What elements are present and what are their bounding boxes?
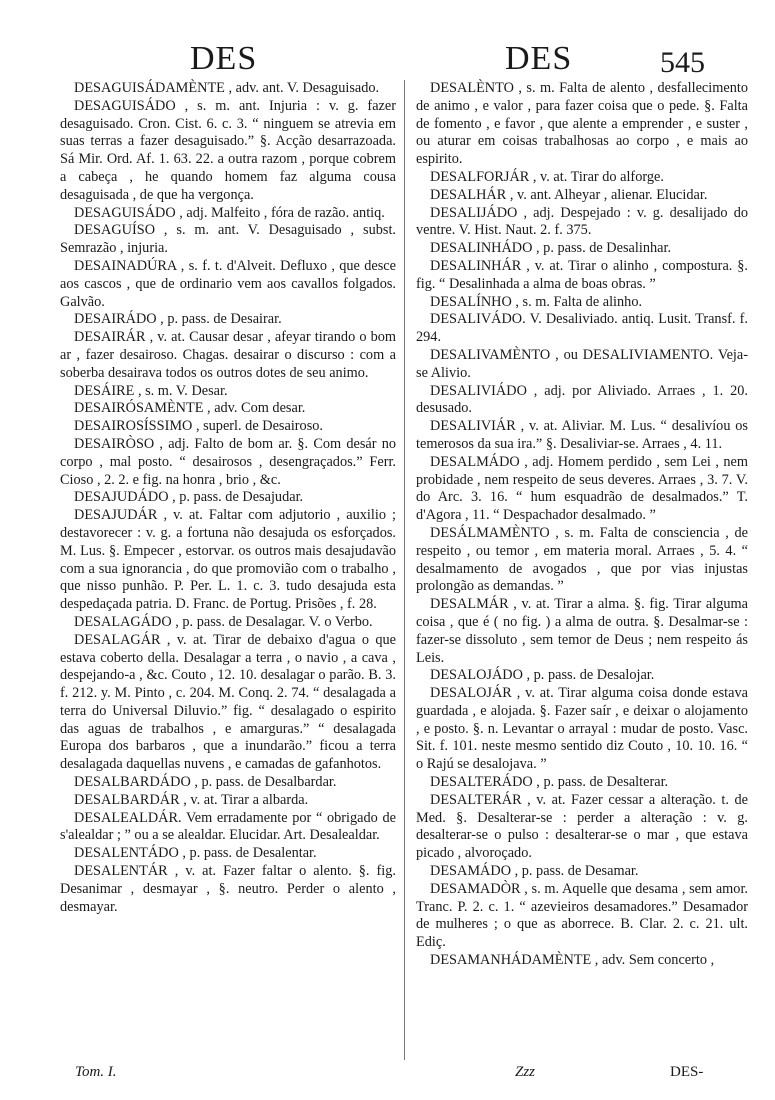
dictionary-entry: DESALHÁR , v. ant. Alheyar , alienar. Elucidar.: [430, 186, 708, 203]
column-divider: [404, 80, 405, 1060]
catchword: DES-: [670, 1064, 704, 1080]
dictionary-entry: DESALENTÁR , v. at. Fazer faltar o alento. §. fig. Desanimar , desmayar , §. neutro. Perder o alento , desmayar.: [60, 863, 396, 915]
dictionary-entry: DESAJUDÁDO , p. pass. de Desajudar.: [74, 489, 304, 506]
dictionary-entry: DESALTERÁDO , p. pass. de Desalterar.: [430, 774, 669, 791]
page-number: 545: [660, 46, 705, 79]
dictionary-entry: DESALIVIÁR , v. at. Aliviar. M. Lus. “ desalivíou os temerosos da sua ira.” §. Desaliviar-se. Arraes , 4. 11.: [416, 418, 748, 452]
dictionary-entry: DESAGUISÁDO , adj. Malfeito , fóra de razão. antiq.: [74, 204, 385, 221]
dictionary-entry: DESALMÁR , v. at. Tirar a alma. §. fig. Tirar alguma coisa , que é ( no fig. ) a alma de outra. §. Desalmar-se : fazer-se dissoluto , sem temor de Deus ; nem respeito ás Leis.: [416, 596, 748, 666]
dictionary-entry: DESAINADÚRA , s. f. t. d'Alveit. Defluxo , que desce aos cascos , que de ordinario vem aos cavallos folgados. Galvão.: [60, 257, 396, 310]
right-running-headword: DES: [505, 40, 573, 77]
dictionary-entry: DESALIJÁDO , adj. Despejado : v. g. desalijado do ventre. V. Hist. Naut. 2. f. 375.: [416, 204, 748, 239]
left-column: [60, 80, 396, 916]
dictionary-entry: DESALAGÁDO , p. pass. de Desalagar. V. o Verbo.: [74, 613, 373, 630]
dictionary-entry: DESALÍNHO , s. m. Falta de alinho.: [430, 293, 643, 310]
dictionary-entry: DESALOJÁDO , p. pass. de Desalojar.: [430, 667, 655, 684]
dictionary-entry: DESALFORJÁR , v. at. Tirar do alforge.: [430, 168, 664, 185]
dictionary-entry: DESAMANHÁDAMÈNTE , adv. Sem concerto ,: [430, 952, 715, 969]
page-header: [0, 36, 775, 84]
dictionary-entry: DESAMÁDO , p. pass. de Desamar.: [430, 863, 639, 880]
signature-mark: Zzz: [515, 1064, 536, 1080]
dictionary-entry: DESAGUISÁDAMÈNTE , adv. ant. V. Desaguisado.: [74, 80, 380, 96]
dictionary-entry: DESALIVÁDO. V. Desaliviado. antiq. Lusit. Transf. f. 294.: [416, 311, 748, 346]
dictionary-entry: DESALMÁDO , adj. Homem perdido , sem Lei , nem probidade , nem respeito de seus deveres. Arraes , 3. 7. V. do Arc. 3. 16. “ hum esquadrão de desalmados.” T. d'Agora , 11. “ Despachador desalmado. ”: [416, 453, 748, 524]
dictionary-entry: DESAJUDÁR , v. at. Faltar com adjutorio , auxilio ; destavorecer : v. g. a fortuna não desajuda os esforçados. M. Lus. §. Empecer , estorvar. os outros mais desajudavão com a sua ignorancia , do que promovião com o trabalho , que nisso punhão. P. Per. L. 1. c. 3. tudo desajuda esta despedaçada patria. D. Franc. de Portug. Prisões , f. 28.: [60, 507, 396, 613]
dictionary-entry: DESAIRÁR , v. at. Causar desar , afeyar tirando o bom ar , fazer desairoso. Chagas. desairar o discurso : com a soberba desairava todos os outros dotes de seu animo.: [60, 329, 396, 381]
dictionary-entry: DESALBARDÁR , v. at. Tirar a albarda.: [74, 791, 309, 808]
dictionary-entry: DESALIVIÁDO , adj. por Aliviado. Arraes , 1. 20. desusado.: [416, 382, 748, 417]
dictionary-entry: DESALBARDÁDO , p. pass. de Desalbardar.: [74, 774, 337, 791]
dictionary-entry: DESALIVAMÈNTO , ou DESALIVIAMENTO. Veja-se Alivio.: [416, 346, 748, 381]
dictionary-entry: DESAIRÓSAMÈNTE , adv. Com desar.: [74, 400, 306, 417]
dictionary-entry: DESALINHÁDO , p. pass. de Desalinhar.: [430, 240, 672, 257]
dictionary-entry: DESAIROSÍSSIMO , superl. de Desairoso.: [74, 418, 323, 435]
dictionary-entry: DESALÈNTO , s. m. Falta de alento , desfallecimento de animo , e valor , para fazer coisa que o pede. §. Falta de fomento , e favor , que alente a emprender , e suster , ou aturar em coisas trabalhosas ao corpo , e mais ao espirito.: [416, 80, 748, 168]
dictionary-entry: DESALAGÁR , v. at. Tirar de debaixo d'agua o que estava coberto della. Desalagar a terra , o navio , a cava , despejando-a , &c. Couto , 12. 10. desalagar o parão. B. 3. f. 212. y. M. Pinto , c. 204. M. Conq. 2. 74. “ desalagada a terra do Universal Diluvio.” fig. “ desalagado o espirito das aguas de trabalhos , e amarguras.” “ desalagada Europa dos barbaros , que a inundarão.” ficou a terra desalagada daquellas nuvens , e camadas de gafanhotos.: [60, 631, 396, 773]
dictionary-entry: DESALENTÁDO , p. pass. de Desalentar.: [74, 845, 317, 862]
dictionary-entry: DESÁIRE , s. m. V. Desar.: [74, 382, 228, 399]
dictionary-entry: DESAMADÒR , s. m. Aquelle que desama , sem amor. Tranc. P. 2. c. 1. “ azevieiros desamadores.” Desamador de mulheres ; o que as aborrece. B. Clar. 2. c. 21. ult. Ediç.: [416, 880, 748, 951]
dictionary-entry: DESAIRÒSO , adj. Falto de bom ar. §. Com desár no corpo , mal posto. “ desairosos , desengraçados.” Ferr. Cioso , 2. 2. e fig. na honra , brio , &c.: [60, 435, 396, 488]
dictionary-entry: DESALTERÁR , v. at. Fazer cessar a alteração. t. de Med. §. Desalterar-se : perder a alteração : v. g. desalterar-se o pulso : desalterar-se o mar , que estava picado , alvoroçado.: [416, 791, 748, 862]
left-running-headword: DES: [190, 40, 258, 77]
dictionary-entry: DESAGUISÁDO , s. m. ant. Injuria : v. g. fazer desaguisado. Cron. Cist. 6. c. 3. “ ninguem se atrevia em suas terras a fazer desaguisado.” §. Acção desarrazoada. Sá Mir. Ord. Af. 1. 63. 22. a outra razom , porque cobrem a cabeça , he quando homem faz alguma cousa desaguisada , de que ha vergonça.: [60, 97, 396, 203]
dictionary-entry: DESALEALDÁR. Vem erradamente por “ obrigado de s'alealdar ; ” ou a se alealdar. Elucidar. Art. Desalealdar.: [60, 809, 396, 844]
dictionary-entry: DESALOJÁR , v. at. Tirar alguma coisa donde estava guardada , e alojada. §. Fazer saír , e deixar o alojamento , e posto. §. n. Levantar o arrayal : mudar de posto. Vasc. Sit. f. 101. neste mesmo sentido diz Couto , 10. 10. 16. “ o Rajú se desalojava. ”: [416, 685, 748, 773]
dictionary-entry: DESAIRÁDO , p. pass. de Desairar.: [74, 311, 282, 328]
right-column: [416, 80, 748, 970]
volume-mark: Tom. I.: [75, 1064, 117, 1080]
page-footer: [0, 1060, 775, 1090]
dictionary-entry: DESALINHÁR , v. at. Tirar o alinho , compostura. §. fig. “ Desalinhada a alma de boas obras. ”: [416, 257, 748, 292]
dictionary-entry: DESAGUÍSO , s. m. ant. V. Desaguisado , subst. Semrazão , injuria.: [60, 222, 396, 257]
dictionary-entry: DESÁLMAMÈNTO , s. m. Falta de consciencia , de respeito , ou temor , em materia moral. Arraes , 5. 4. “ desalmamento de avogados , que por vias injustas prolongão as demandas. ”: [416, 524, 748, 595]
